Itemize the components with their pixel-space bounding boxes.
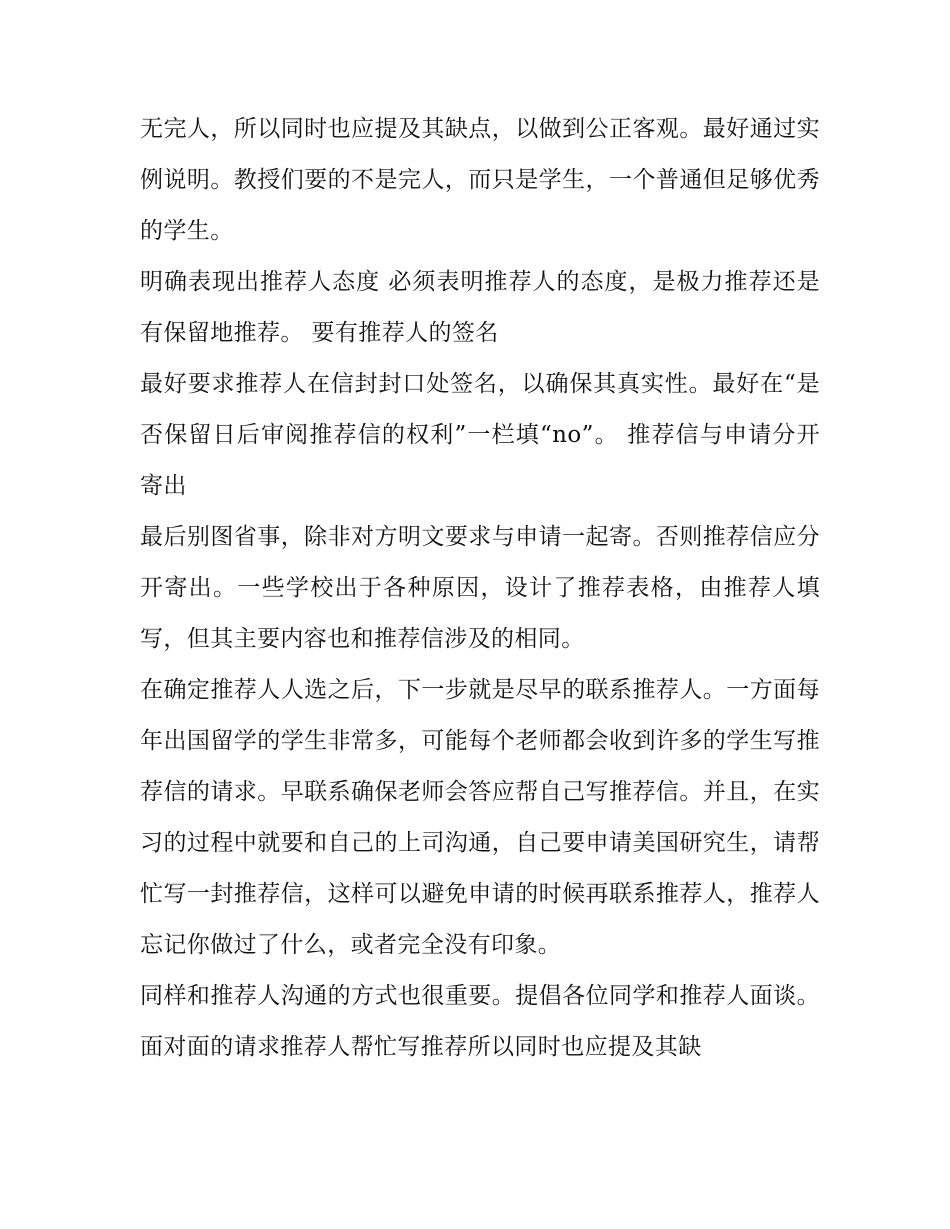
document-page xyxy=(140,104,820,1073)
paragraph-2: 明确表现出推荐人态度 必须表明推荐人的态度，是极力推荐还是有保留地推荐。 要有推荐人的签名 xyxy=(140,269,820,346)
paragraph-1: 无完人，所以同时也应提及其缺点，以做到公正客观。最好通过实例说明。教授们要的不是完人，而只是学生，一个普通但足够优秀的学生。 xyxy=(140,116,820,244)
paragraph-4: 最后别图省事，除非对方明文要求与申请一起寄。否则推荐信应分开寄出。一些学校出于各种原因，设计了推荐表格，由推荐人填写，但其主要内容也和推荐信涉及的相同。 xyxy=(140,524,820,652)
paragraph-5: 在确定推荐人人选之后，下一步就是尽早的联系推荐人。一方面每年出国留学的学生非常多，可能每个老师都会收到许多的学生写推荐信的请求。早联系确保老师会答应帮自己写推荐信。并且，在实习的过程中就要和自己的上司沟通，自己要申请美国研究生，请帮忙写一封推荐信，这样可以避免申请的时候再联系推荐人，推荐人忘记你做过了什么，或者完全没有印象。 xyxy=(140,677,820,958)
paragraph-6: 同样和推荐人沟通的方式也很重要。提倡各位同学和推荐人面谈。面对面的请求推荐人帮忙写推荐所以同时也应提及其缺 xyxy=(140,983,820,1060)
paragraph-3: 最好要求推荐人在信封封口处签名，以确保其真实性。最好在“是否保留日后审阅推荐信的权利”一栏填“no”。 推荐信与申请分开寄出 xyxy=(140,371,820,499)
